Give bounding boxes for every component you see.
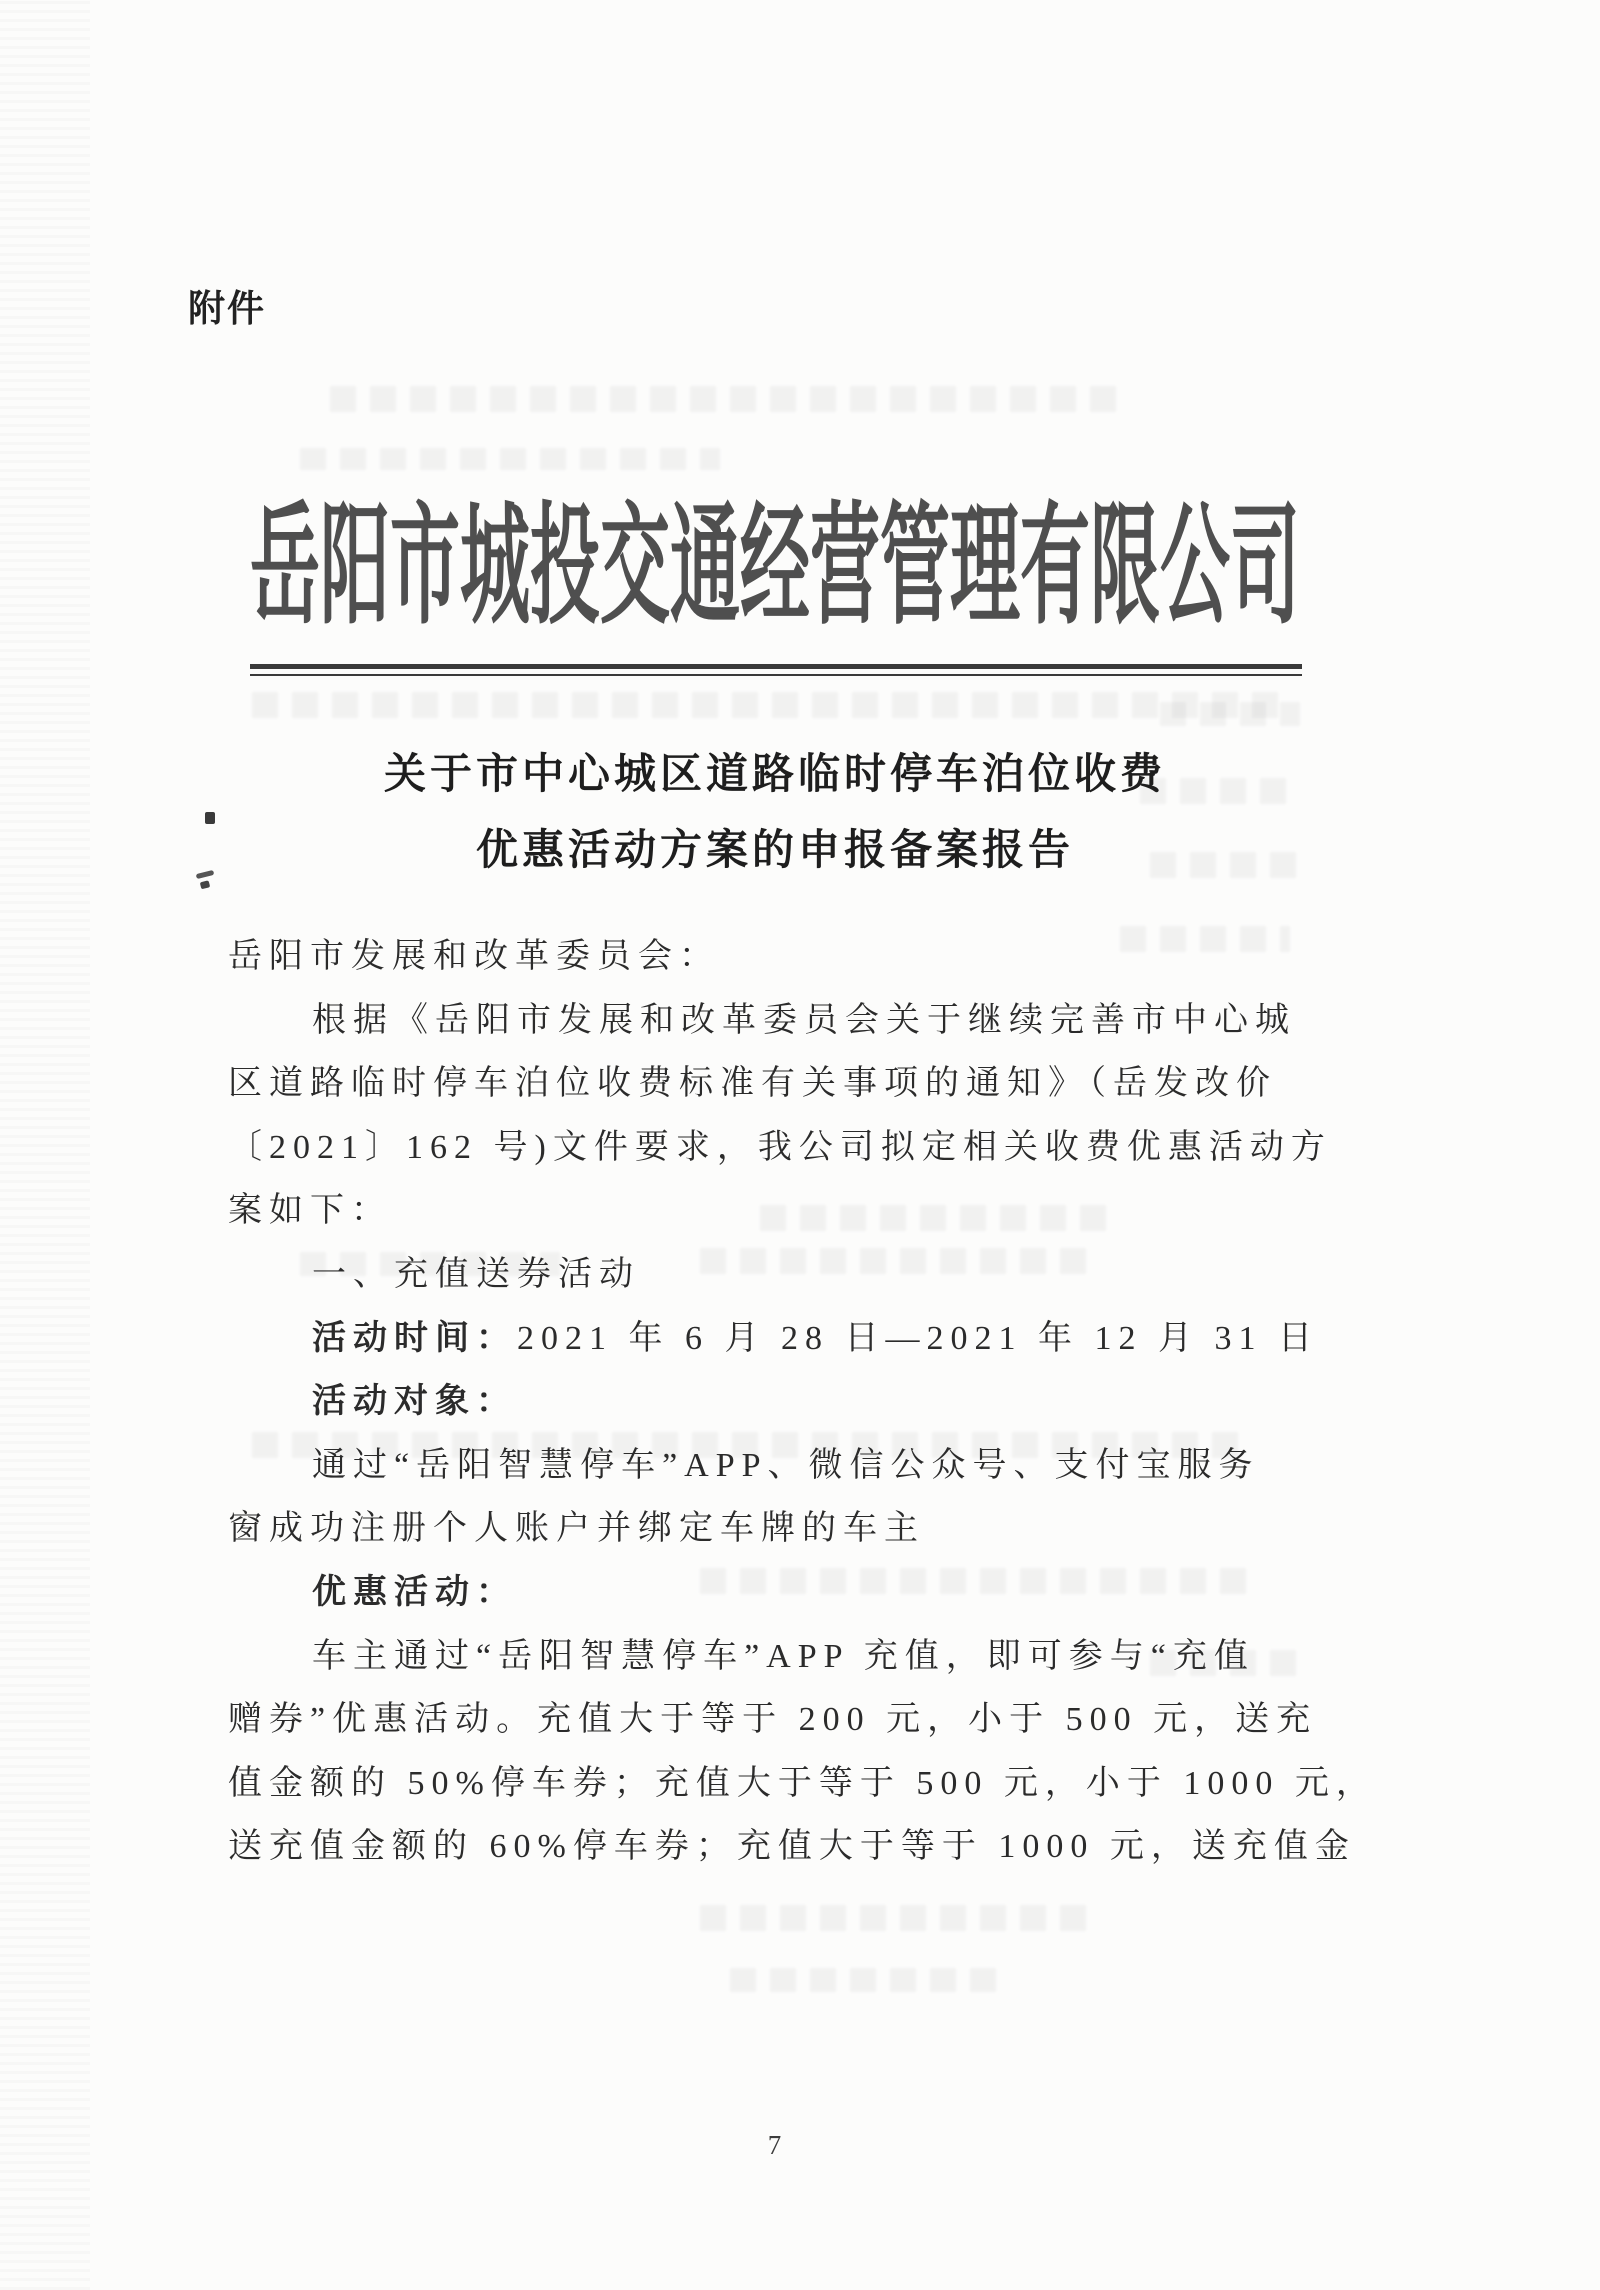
document-body	[228, 925, 1377, 1879]
body-line: 岳阳市发展和改革委员会：	[228, 938, 720, 975]
body-line: 车主通过“岳阳智慧停车”APP 充值，即可参与“充值	[312, 1637, 1255, 1675]
bleedthrough-ghost	[1160, 702, 1300, 726]
body-line: 一、充值送券活动	[312, 1255, 640, 1293]
body-line	[228, 1561, 1338, 1625]
bleedthrough-ghost	[700, 1905, 1100, 1931]
bleedthrough-ghost	[330, 386, 1130, 412]
body-line: 案如下：	[228, 1192, 392, 1230]
body-line: 通过“岳阳智慧停车”APP、微信公众号、支付宝服务	[312, 1446, 1260, 1484]
bleedthrough-ghost	[252, 692, 1292, 718]
bleedthrough-ghost	[730, 1968, 1010, 1992]
body-line: 根据《岳阳市发展和改革委员会关于继续完善市中心城	[312, 1001, 1296, 1039]
body-line: 送充值金额的 60%停车券；充值大于等于 1000 元，送充值金	[228, 1828, 1356, 1866]
body-line-bold-label: 活动对象：	[312, 1383, 517, 1421]
body-line-bold-label: 优惠活动：	[312, 1573, 517, 1611]
body-line: 区道路临时停车泊位收费标准有关事项的通知》（岳发改价	[228, 1065, 1277, 1103]
body-line: 赠券”优惠活动。充值大于等于 200 元，小于 500 元，送充	[228, 1701, 1318, 1739]
body-line: 〔2021〕162 号)文件要求，我公司拟定相关收费优惠活动方	[228, 1128, 1332, 1166]
page-number: 7	[767, 2130, 783, 2160]
attachment-label: 附件	[188, 288, 266, 329]
body-line	[228, 1370, 1338, 1434]
bleedthrough-ghost	[300, 448, 720, 470]
ink-artifact-dot	[205, 812, 215, 824]
subtitle-line-2: 优惠活动方案的申报备案报告	[475, 826, 1074, 873]
document-subtitle	[250, 736, 1300, 888]
letterhead-rule	[250, 664, 1302, 676]
body-line-bold-label: 活动时间：	[312, 1319, 517, 1357]
body-line: 窗成功注册个人账户并绑定车牌的车主	[228, 1510, 925, 1548]
body-line: 活动时间：2021 年 6 月 28 日—2021 年 12 月 31 日	[312, 1319, 1319, 1357]
body-line: 值金额的 50%停车券；充值大于等于 500 元，小于 1000 元，	[228, 1764, 1377, 1802]
ink-artifact-squiggle	[196, 870, 215, 879]
company-title-text: 岳阳市城投交通经营管理有限公司	[250, 496, 1300, 642]
company-title	[250, 496, 1300, 642]
subtitle-line-1: 关于市中心城区道路临时停车泊位收费	[383, 750, 1166, 797]
